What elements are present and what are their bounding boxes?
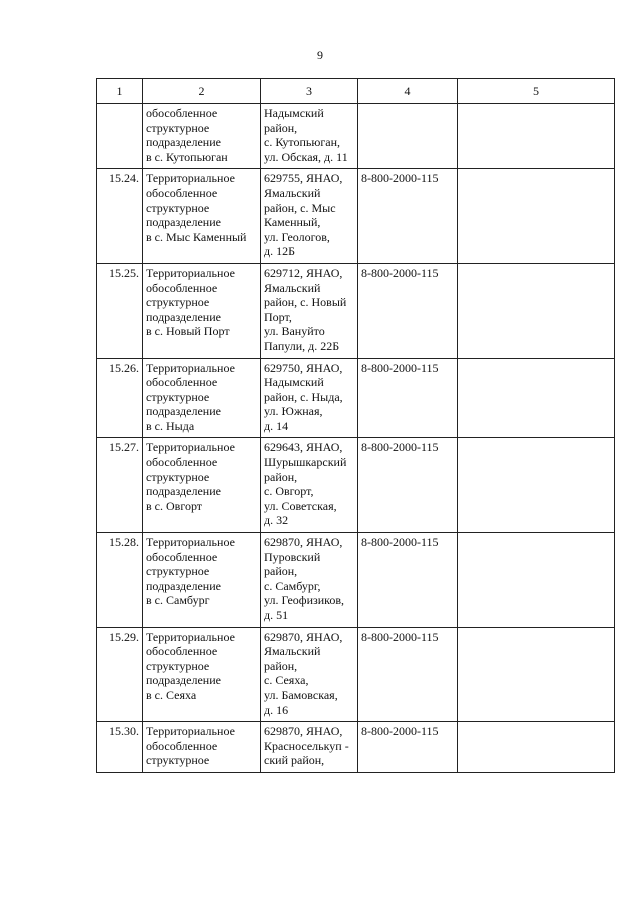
address-line: 629870, ЯНАО, xyxy=(264,535,343,550)
address-line: район, xyxy=(264,658,298,673)
address-line: ский район, xyxy=(264,753,325,768)
table-row xyxy=(97,627,615,722)
note xyxy=(458,104,615,169)
row-number: 15.30. xyxy=(97,722,143,773)
address-line: 629750, ЯНАО, xyxy=(264,360,343,375)
address-line: район, xyxy=(264,564,298,579)
address-line: Каменный, xyxy=(264,215,321,230)
subdivision-name-line: в с. Новый Порт xyxy=(146,324,230,339)
subdivision-name xyxy=(143,533,261,628)
subdivision-name-line: Территориальное xyxy=(146,724,235,739)
phone-number: 8-800-2000-115 xyxy=(358,358,458,438)
address-line: ул. Советская, xyxy=(264,498,337,513)
row-number xyxy=(97,104,143,169)
subdivision-name-line: обособленное xyxy=(146,455,218,470)
address-line: район, с. Ныда, xyxy=(264,389,343,404)
phone-number: 8-800-2000-115 xyxy=(358,533,458,628)
subdivision-name xyxy=(143,169,261,264)
row-number: 15.28. xyxy=(97,533,143,628)
address-line: Красноселькуп - xyxy=(264,738,349,753)
address xyxy=(261,722,358,773)
subdivision-name-line: обособленное xyxy=(146,375,218,390)
note xyxy=(458,169,615,264)
table-header-row xyxy=(97,79,615,104)
address-line: с. Сеяха, xyxy=(264,673,309,688)
subdivision-name-line: подразделение xyxy=(146,215,221,230)
address-line: ул. Геологов, xyxy=(264,229,330,244)
address-line: ул. Южная, xyxy=(264,404,323,419)
row-number: 15.29. xyxy=(97,627,143,722)
subdivision-name xyxy=(143,722,261,773)
subdivision-name-line: структурное xyxy=(146,295,210,310)
subdivision-name-line: подразделение xyxy=(146,484,221,499)
address-line: с. Самбург, xyxy=(264,578,321,593)
table-row xyxy=(97,263,615,358)
address-line: с. Кутопьюган, xyxy=(264,135,341,150)
address xyxy=(261,263,358,358)
address-line: 629643, ЯНАО, xyxy=(264,440,343,455)
address-line: ул. Вануйто xyxy=(264,324,325,339)
address-line: Ямальский xyxy=(264,185,321,200)
organizations-table xyxy=(96,78,615,773)
subdivision-name-line: структурное xyxy=(146,120,210,135)
address-line: Надымский xyxy=(264,375,324,390)
subdivision-name-line: в с. Мыс Каменный xyxy=(146,229,247,244)
subdivision-name-line: в с. Ныда xyxy=(146,418,195,433)
address xyxy=(261,104,358,169)
address-line: ул. Обская, д. 11 xyxy=(264,149,348,164)
subdivision-name-line: в с. Кутопьюган xyxy=(146,149,228,164)
subdivision-name-line: структурное xyxy=(146,389,210,404)
address xyxy=(261,358,358,438)
address-line: район, xyxy=(264,469,298,484)
address xyxy=(261,169,358,264)
address-line: Пуровский xyxy=(264,549,321,564)
subdivision-name-line: Территориальное xyxy=(146,360,235,375)
address-line: Порт, xyxy=(264,309,292,324)
subdivision-name-line: в с. Сеяха xyxy=(146,687,197,702)
table-row xyxy=(97,104,615,169)
subdivision-name-line: обособленное xyxy=(146,280,218,295)
address-line: Шурышкарский xyxy=(264,455,347,470)
subdivision-name-line: обособленное xyxy=(146,106,218,120)
subdivision-name-line: обособленное xyxy=(146,644,218,659)
subdivision-name-line: структурное xyxy=(146,200,210,215)
address-line: с. Овгорт, xyxy=(264,484,314,499)
note xyxy=(458,533,615,628)
subdivision-name-line: структурное xyxy=(146,658,210,673)
address-line: Надымский xyxy=(264,106,324,120)
subdivision-name xyxy=(143,438,261,533)
note xyxy=(458,263,615,358)
row-number: 15.24. xyxy=(97,169,143,264)
table-row xyxy=(97,722,615,773)
note xyxy=(458,358,615,438)
phone-number: 8-800-2000-115 xyxy=(358,263,458,358)
phone-number xyxy=(358,104,458,169)
row-number: 15.27. xyxy=(97,438,143,533)
subdivision-name-line: структурное xyxy=(146,469,210,484)
column-header-4: 4 xyxy=(358,79,458,104)
subdivision-name-line: Территориальное xyxy=(146,535,235,550)
subdivision-name-line: Территориальное xyxy=(146,265,235,280)
address-line: район, с. Мыс xyxy=(264,200,336,215)
subdivision-name-line: обособленное xyxy=(146,549,218,564)
subdivision-name-line: структурное xyxy=(146,753,210,768)
address-line: ул. Геофизиков, xyxy=(264,593,345,608)
address-line: Ямальский xyxy=(264,280,321,295)
phone-number: 8-800-2000-115 xyxy=(358,722,458,773)
address xyxy=(261,438,358,533)
subdivision-name-line: подразделение xyxy=(146,673,221,688)
subdivision-name-line: Территориальное xyxy=(146,629,235,644)
address-line: ул. Бамовская, xyxy=(264,687,338,702)
phone-number: 8-800-2000-115 xyxy=(358,627,458,722)
subdivision-name-line: подразделение xyxy=(146,404,221,419)
subdivision-name xyxy=(143,358,261,438)
subdivision-name xyxy=(143,263,261,358)
phone-number: 8-800-2000-115 xyxy=(358,438,458,533)
page-number: 9 xyxy=(317,48,323,62)
table-row xyxy=(97,533,615,628)
address-line: Ямальский xyxy=(264,644,321,659)
column-header-2: 2 xyxy=(143,79,261,104)
row-number: 15.25. xyxy=(97,263,143,358)
address-line: 629755, ЯНАО, xyxy=(264,171,343,186)
row-number: 15.26. xyxy=(97,358,143,438)
subdivision-name-line: подразделение xyxy=(146,309,221,324)
subdivision-name-line: структурное xyxy=(146,564,210,579)
address-line: 629870, ЯНАО, xyxy=(264,629,343,644)
phone-number: 8-800-2000-115 xyxy=(358,169,458,264)
table-body xyxy=(97,104,615,773)
column-header-5: 5 xyxy=(458,79,615,104)
address-line: район, xyxy=(264,120,298,135)
note xyxy=(458,722,615,773)
column-header-3: 3 xyxy=(261,79,358,104)
table-row xyxy=(97,358,615,438)
address-line: Папули, д. 22Б xyxy=(264,338,340,353)
address-line: д. 14 xyxy=(264,418,289,433)
subdivision-name-line: в с. Самбург xyxy=(146,593,210,608)
address-line: 629870, ЯНАО, xyxy=(264,724,343,739)
address-line: д. 16 xyxy=(264,702,289,717)
address xyxy=(261,533,358,628)
address-line: д. 12Б xyxy=(264,244,295,259)
subdivision-name-line: обособленное xyxy=(146,738,218,753)
note xyxy=(458,627,615,722)
subdivision-name-line: обособленное xyxy=(146,185,218,200)
column-header-1: 1 xyxy=(97,79,143,104)
subdivision-name-line: в с. Овгорт xyxy=(146,498,203,513)
subdivision-name-line: подразделение xyxy=(146,578,221,593)
subdivision-name xyxy=(143,627,261,722)
subdivision-name-line: Территориальное xyxy=(146,171,235,186)
note xyxy=(458,438,615,533)
address-line: д. 51 xyxy=(264,608,289,622)
address-line: район, с. Новый xyxy=(264,295,347,310)
table-row xyxy=(97,169,615,264)
subdivision-name xyxy=(143,104,261,169)
subdivision-name-line: Территориальное xyxy=(146,440,235,455)
address-line: 629712, ЯНАО, xyxy=(264,265,343,280)
address-line: д. 32 xyxy=(264,513,289,528)
subdivision-name-line: подразделение xyxy=(146,135,221,150)
address xyxy=(261,627,358,722)
table-row xyxy=(97,438,615,533)
